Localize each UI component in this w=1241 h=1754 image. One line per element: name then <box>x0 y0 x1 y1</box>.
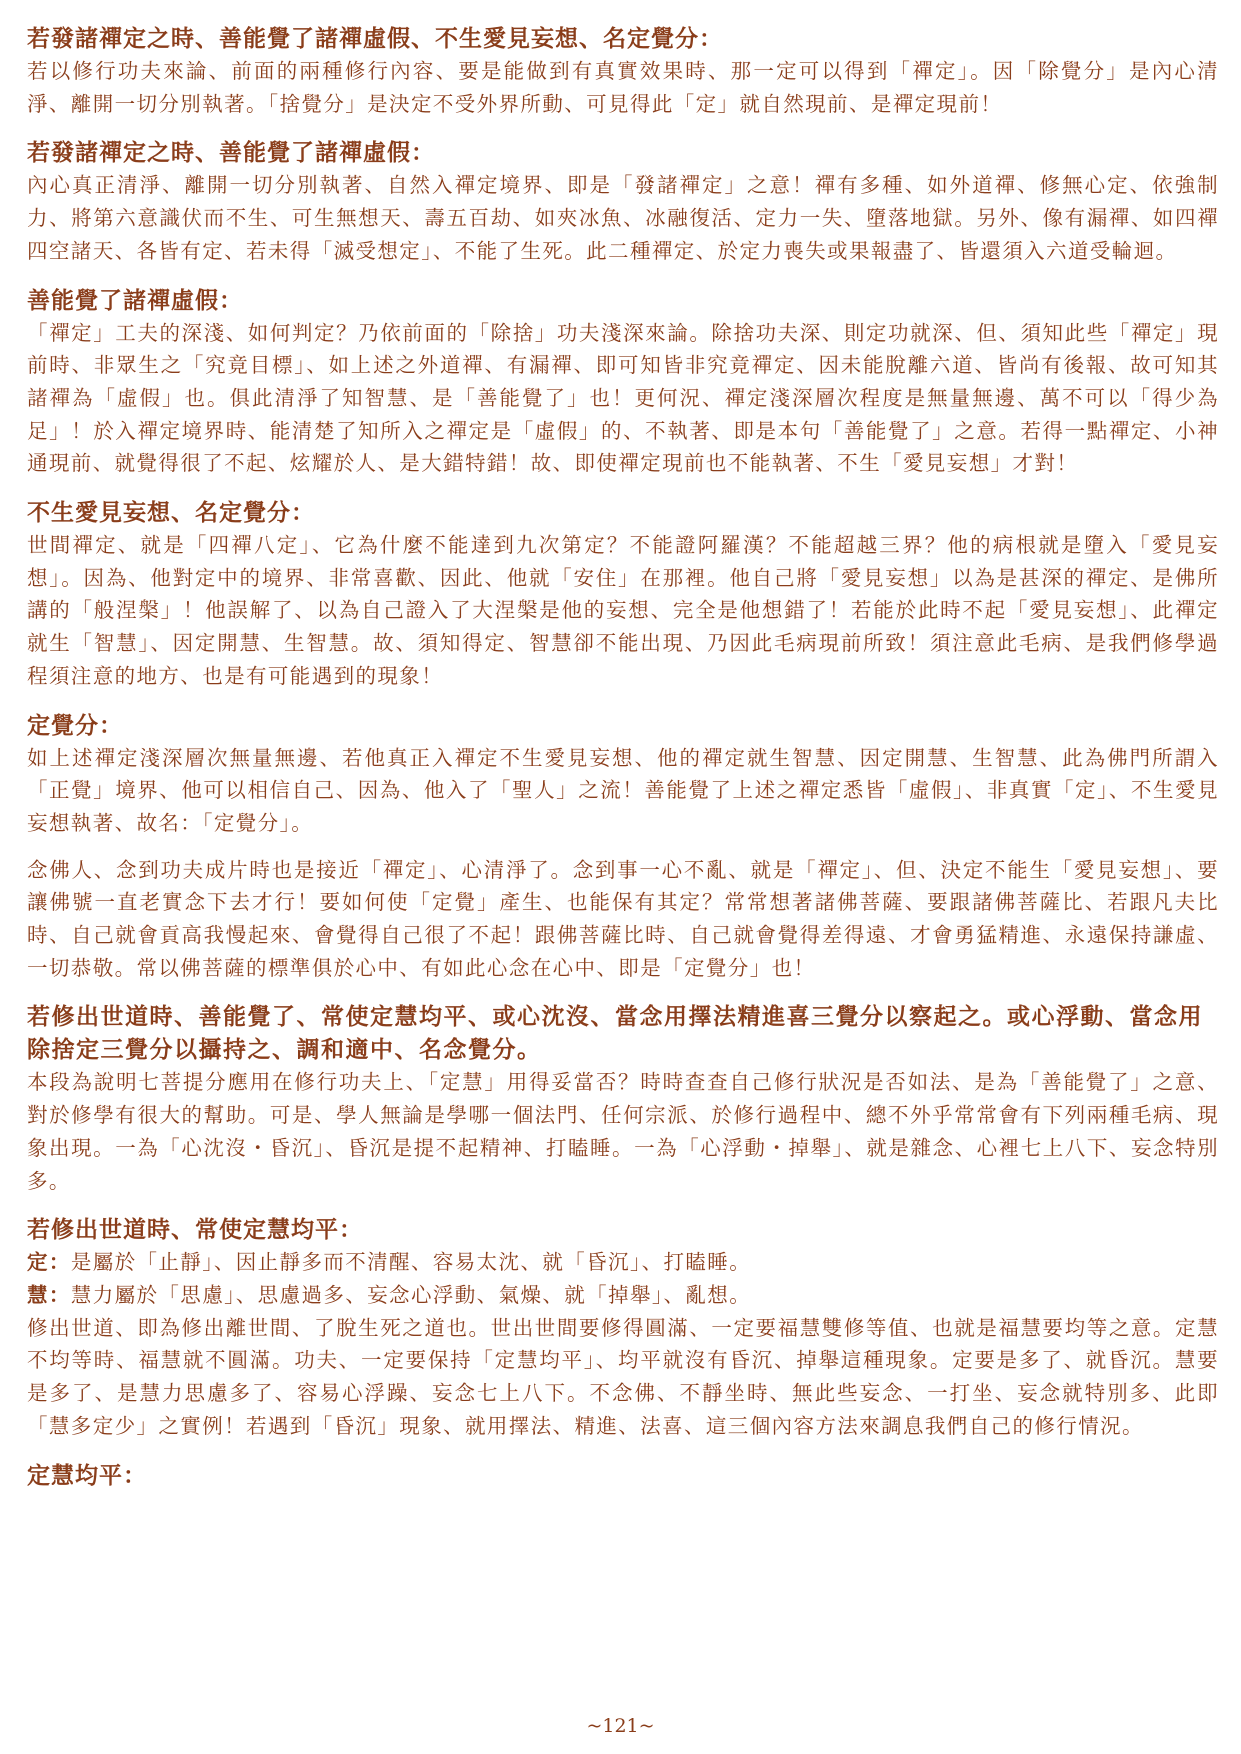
section-paragraph: 本段為說明七菩提分應用在修行功夫上、「定慧」用得妥當否？時時查查自己修行狀況是否如法、是為「善能覺了」之意、對於修學有很大的幫助。可是、學人無論是學哪一個法門、任何宗派、於修行過程中、總不外乎常常會有下列兩種毛病、現象出現。一為「心沈沒・昏沉」、昏沉是提不起精神、打瞌睡。一為「心浮動・掉舉」、就是雜念、心裡七上八下、妄念特別多。 <box>27 1070 1219 1193</box>
section-paragraph: 修出世道、即為修出離世間、了脫生死之道也。世出世間要修得圓滿、一定要福慧雙修等值、也就是福慧要均等之意。定慧不均等時、福慧就不圓滿。功夫、一定要保持「定慧均平」、均平就沒有昏沉、掉舉這種現象。定要是多了、就昏沉。慧要是多了、是慧力思慮多了、容易心浮躁、妄念七上八下。不念佛、不靜坐時、無此些妄念、一打坐、妄念就特別多、此即「慧多定少」之實例！若遇到「昏沉」現象、就用擇法、精進、法喜、這三個內容方法來調息我們自己的修行情況。 <box>27 1315 1219 1438</box>
section-8 <box>27 1459 1219 1492</box>
term-definition <box>27 1279 1219 1312</box>
section-paragraph: 若以修行功夫來論、前面的兩種修行內容、要是能做到有真實效果時、那一定可以得到「禪定」。因「除覺分」是內心清淨、離開一切分別執著。「捨覺分」是決定不受外界所動、可見得此「定」就自然現前、是禪定現前！ <box>27 59 1219 116</box>
section-4 <box>27 496 1219 693</box>
section-heading: 不生愛見妄想、名定覺分： <box>27 499 315 527</box>
section-paragraph: 如上述禪定淺深層次無量無邊、若他真正入禪定不生愛見妄想、他的禪定就生智慧、因定開慧、生智慧、此為佛門所謂入「正覺」境界、他可以相信自己、因為、他入了「聖人」之流！善能覺了上述之禪定悉皆「虛假」、非真實「定」、不生愛見妄想執著、故名：「定覺分」。 <box>27 745 1219 835</box>
section-heading: 若修出世道時、善能覺了、常使定慧均平、或心沈沒、當念用擇法精進喜三覺分以察起之。或心浮動、當念用除捨定三覺分以攝持之、調和適中、名念覺分。 <box>27 1003 1203 1064</box>
section-paragraph: 世間禪定、就是「四禪八定」、它為什麼不能達到九次第定？不能證阿羅漢？不能超越三界？他的病根就是墮入「愛見妄想」。因為、他對定中的境界、非常喜歡、因此、他就「安住」在那裡。他自己將「愛見妄想」以為是甚深的禪定、是佛所講的「般涅槃」！他誤解了、以為自己證入了大涅槃是他的妄想、完全是他想錯了！若能於此時不起「愛見妄想」、此禪定就生「智慧」、因定開慧、生智慧。故、須知得定、智慧卻不能出現、乃因此毛病現前所致！須注意此毛病、是我們修學過程須注意的地方、也是有可能遇到的現象！ <box>27 533 1219 688</box>
section-5 <box>27 709 1219 985</box>
section-2 <box>27 136 1219 267</box>
section-heading: 若修出世道時、常使定慧均平： <box>27 1216 363 1244</box>
term-text: 是屬於「止靜」、因止靜多而不清醒、容易太沈、就「昏沉」、打瞌睡。 <box>70 1250 752 1275</box>
term-definition <box>27 1246 1219 1279</box>
section-3 <box>27 284 1219 481</box>
section-heading: 善能覺了諸禪虛假： <box>27 286 243 314</box>
section-heading: 定覺分： <box>27 711 123 739</box>
section-paragraph: 「禪定」工夫的深淺、如何判定？乃依前面的「除捨」功夫淺深來論。除捨功夫深、則定功就深、但、須知此些「禪定」現前時、非眾生之「究竟目標」、如上述之外道禪、有漏禪、即可知皆非究竟禪定、因未能脫離六道、皆尚有後報、故可知其諸禪為「虛假」也。俱此清淨了知智慧、是「善能覺了」也！更何況、禪定淺深層次程度是無量無邊、萬不可以「得少為足」！於入禪定境界時、能清楚了知所入之禪定是「虛假」的、不執著、即是本句「善能覺了」之意。若得一點禪定、小神通現前、就覺得很了不起、炫耀於人、是大錯特錯！故、即使禪定現前也不能執著、不生「愛見妄想」才對！ <box>27 320 1219 476</box>
section-heading: 若發諸禪定之時、善能覺了諸禪虛假、不生愛見妄想、名定覺分： <box>27 25 723 52</box>
term-text: 慧力屬於「思慮」、思慮過多、妄念心浮動、氣燥、就「掉舉」、亂想。 <box>70 1282 752 1307</box>
section-paragraph: 念佛人、念到功夫成片時也是接近「禪定」、心清淨了。念到事一心不亂、就是「禪定」、但、決定不能生「愛見妄想」、要讓佛號一直老實念下去才行！要如何使「定覺」產生、也能保有其定？常常想著諸佛菩薩、要跟諸佛菩薩比、若跟凡夫比時、自己就會貢高我慢起來、會覺得自己很了不起！跟佛菩薩比時、自己就會覺得差得遠、才會勇猛精進、永遠保持謙虛、一切恭敬。常以佛菩薩的標準俱於心中、有如此心念在心中、即是「定覺分」也！ <box>27 857 1219 980</box>
page-number: ~121~ <box>586 1715 655 1737</box>
section-paragraph: 內心真正清淨、離開一切分別執著、自然入禪定境界、即是「發諸禪定」之意！禪有多種、如外道禪、修無心定、依強制力、將第六意識伏而不生、可生無想天、壽五百劫、如夾冰魚、冰融復活、定力一失、墮落地獄。另外、像有漏禪、如四禪四空諸天、各皆有定、若未得「滅受想定」、不能了生死。此二種禪定、於定力喪失或果報盡了、皆還須入六道受輪迴。 <box>27 173 1219 263</box>
section-1 <box>27 22 1219 120</box>
document-page <box>27 22 1219 1722</box>
term-label: 慧： <box>27 1282 71 1307</box>
section-heading: 若發諸禪定之時、善能覺了諸禪虛假： <box>27 139 435 167</box>
section-7 <box>27 1213 1219 1442</box>
section-6 <box>27 1000 1219 1197</box>
section-heading: 定慧均平： <box>27 1461 147 1489</box>
term-label: 定： <box>27 1250 71 1275</box>
